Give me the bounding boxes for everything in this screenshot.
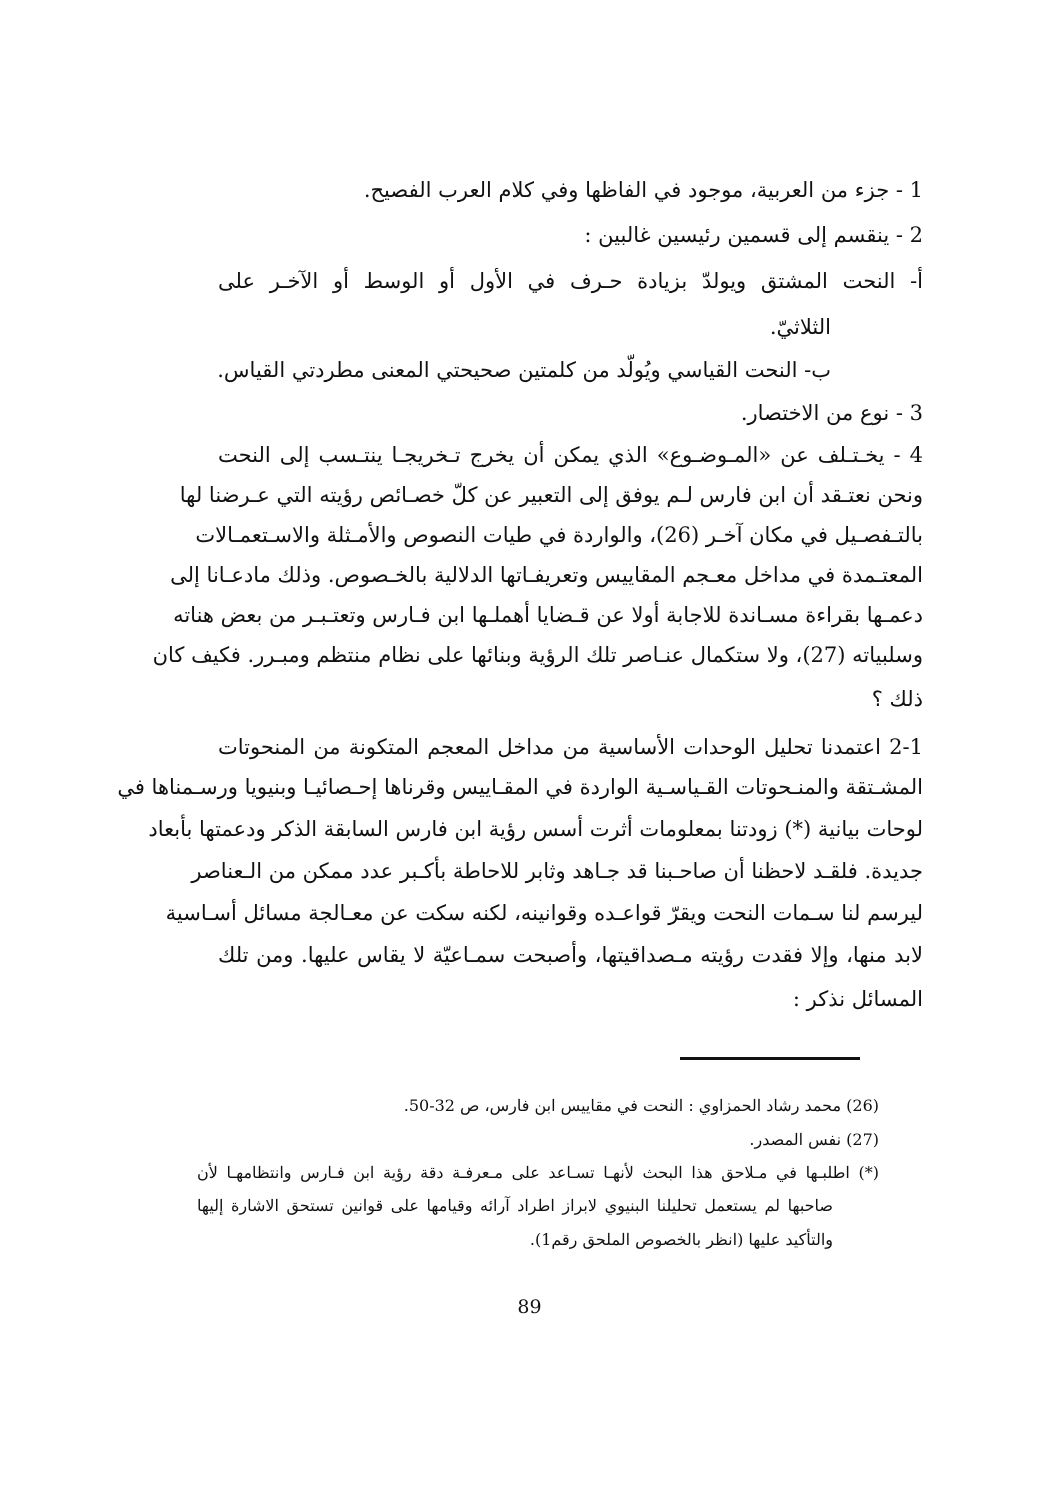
footnote-star-line: (*) اطلبـها في مـلاحق هذا البحث لأنهـا تسـاعد على مـعرفـة دقة رؤية ابن فـارس وانتظامهـا لأن: [197, 1163, 880, 1182]
paragraph-1-line: دعمـها بقراءة مسـاندة للاجابة أولا عن قـضايا أهملـها ابن فـارس وتعتـبـر من بعض هناته: [173, 603, 923, 627]
sub-item-b: ب- النحت القياسي ويُولّد من كلمتين صحيحتي المعنى مطردتي القياس.: [217, 358, 831, 382]
paragraph-2-line: 2-1 اعتمدنا تحليل الوحدات الأساسية من مداخل المعجم المتكونة من المنحوتات: [218, 735, 923, 759]
footnote-star-line: صاحبها لم يستعمل تحليلنا البنيوي لابراز اطراد آرائه وقيامها على قوانين تستحق الاشارة إليها: [197, 1196, 833, 1215]
sub-item-a-line-2: الثلاثيّ.: [769, 315, 831, 339]
list-item-1: 1 - جزء من العربية، موجود في الفاظها وفي كلام العرب الفصيح.: [363, 178, 923, 202]
paragraph-2-line: المشـتقة والمنـحوتات القـياسـية الواردة في المقـاييس وقرناها إحـصائيـا وبنيويا ورسـمناها في: [117, 775, 923, 799]
paragraph-2-last-line: المسائل نذكر :: [792, 987, 923, 1011]
paragraph-1-line: بالتـفصـيل في مكان آخـر (26)، والواردة في طيات النصوص والأمـثلة والاسـتعمـالات: [195, 523, 923, 547]
paragraph-1-line: ونحن نعتـقد أن ابن فارس لـم يوفق إلى التعبير عن كلّ خصـائص رؤيته التي عـرضنا لها: [179, 483, 923, 507]
paragraph-1-last-line: ذلك ؟: [871, 687, 923, 711]
footnote-separator: [680, 1057, 860, 1060]
list-item-3: 3 - نوع من الاختصار.: [740, 401, 923, 425]
paragraph-2-line: جديدة. فلقـد لاحظنا أن صاحـبنا قد جـاهد وثابر للاحاطة بأكـبر عدد ممكن من الـعناصر: [191, 859, 923, 883]
sub-item-a-line-1: أ- النحت المشتق ويولدّ بزيادة حـرف في الأول أو الوسط أو الآخـر على: [218, 269, 923, 293]
footnote-star-last-line: والتأكيد عليها (انظر بالخصوص الملحق رقم1).: [529, 1230, 833, 1249]
list-item-2: 2 - ينقسم إلى قسمين رئيسين غالبين :: [584, 223, 923, 247]
paragraph-2-line: لوحات بيانية (*) زودتنا بمعلومات أثرت أسس رؤية ابن فارس السابقة الذكر ودعمتها بأبعاد: [148, 817, 923, 841]
footnote-27: (27) نفس المصدر.: [749, 1130, 879, 1149]
paragraph-1-line: 4 - يخـتـلف عن «المـوضـوع» الذي يمكن أن يخرج تـخريجـا ينتـسب إلى النحت: [218, 443, 923, 467]
page-number: 89: [517, 1296, 542, 1318]
paragraph-1-line: المعتـمدة في مداخل معـجم المقاييس وتعريفـاتها الدلالية بالخـصوص. وذلك مادعـانا إلى: [170, 563, 923, 587]
paragraph-1-line: وسلبياته (27)، ولا ستكمال عنـاصر تلك الرؤية وبنائها على نظام منتظم ومبـرر. فكيف كان: [152, 643, 923, 667]
paragraph-2-line: لابد منها، وإلا فقدت رؤيته مـصداقيتها، وأصبحت سمـاعيّة لا يقاس عليها. ومن تلك: [218, 943, 923, 967]
footnote-26: (26) محمد رشاد الحمزاوي : النحت في مقاييس ابن فارس، ص 32-50.: [403, 1096, 879, 1115]
paragraph-2-line: ليرسم لنا سـمات النحت ويقرّ قواعـده وقوانينه، لكنه سكت عن معـالجة مسائل أسـاسية: [165, 901, 923, 925]
